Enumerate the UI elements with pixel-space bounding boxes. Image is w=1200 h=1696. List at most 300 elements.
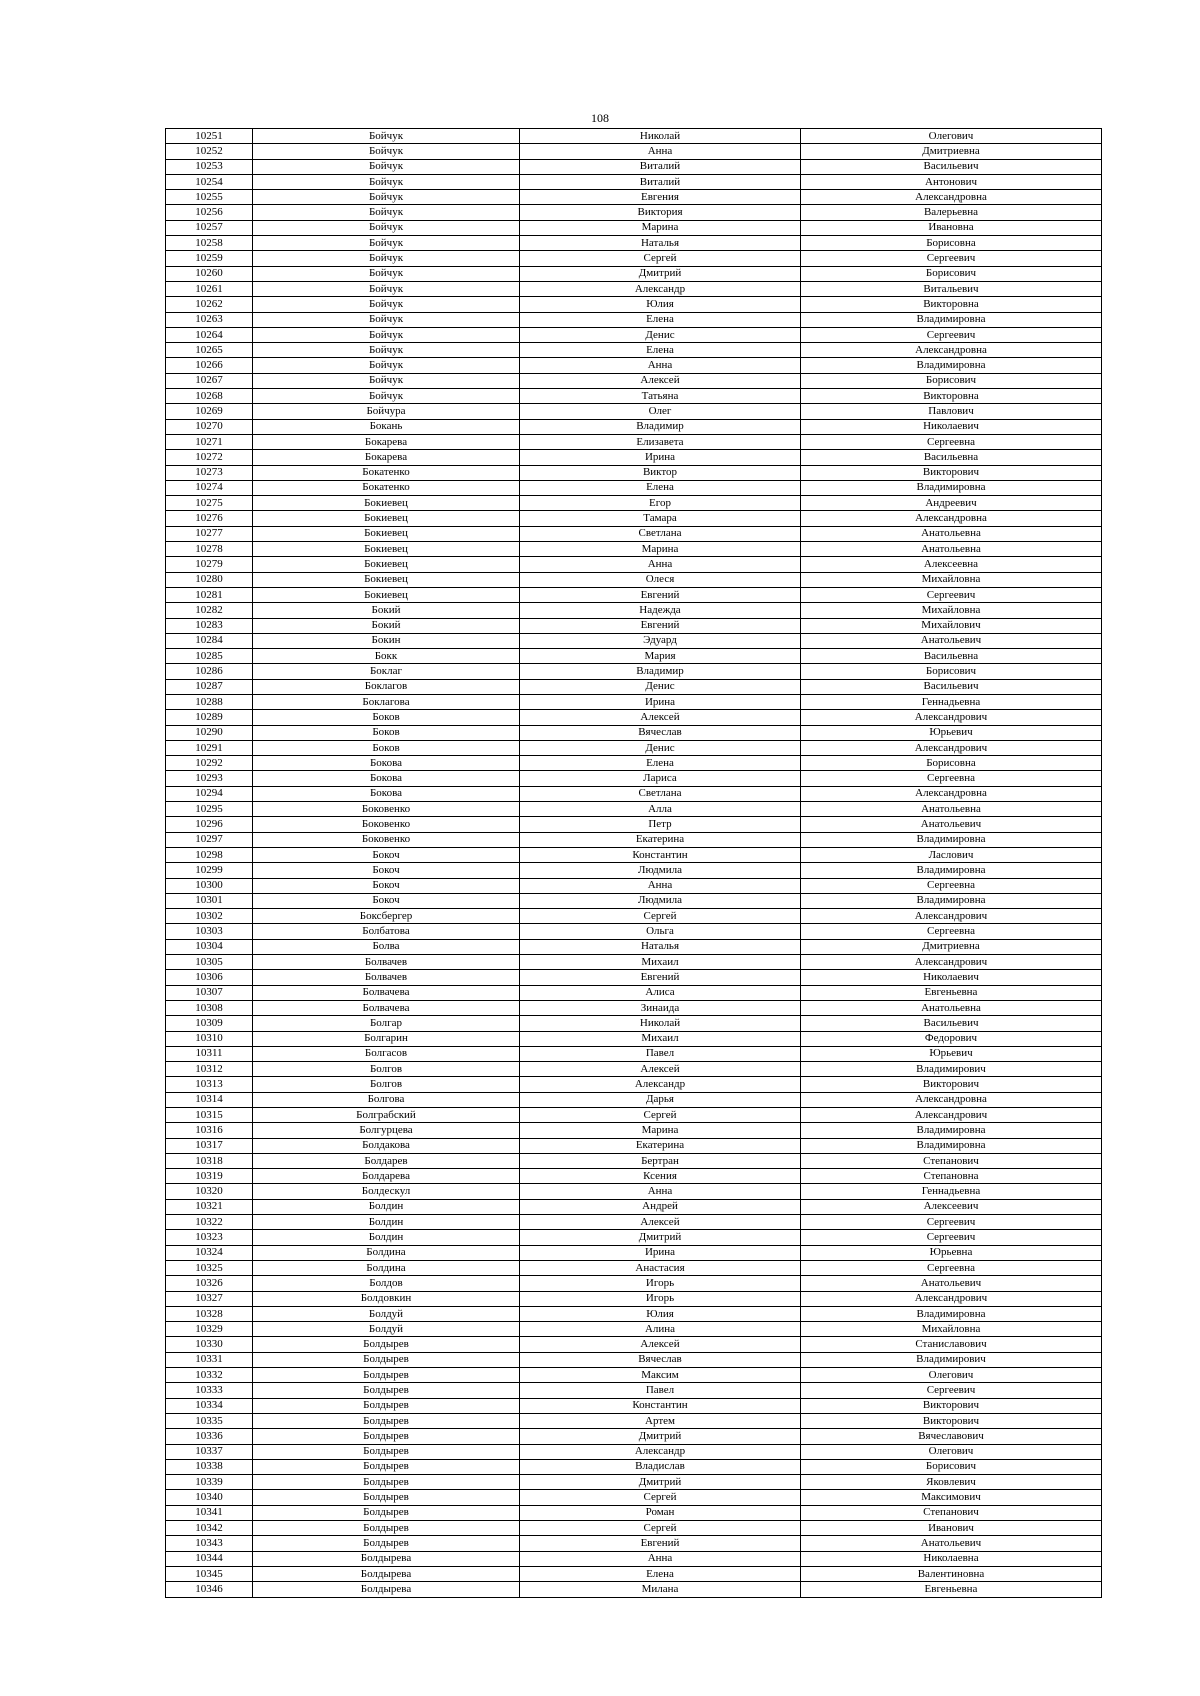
first-name-cell: Евгения xyxy=(520,190,801,205)
table-row xyxy=(166,1260,1102,1275)
table-row xyxy=(166,480,1102,495)
first-name-cell: Сергей xyxy=(520,1490,801,1505)
patronymic-cell: Сергеевна xyxy=(801,878,1102,893)
surname-cell: Болвачева xyxy=(253,1000,520,1015)
table-row xyxy=(166,220,1102,235)
patronymic-cell: Александровна xyxy=(801,190,1102,205)
surname-cell: Бокова xyxy=(253,756,520,771)
first-name-cell: Юлия xyxy=(520,297,801,312)
table-row xyxy=(166,281,1102,296)
first-name-cell: Елена xyxy=(520,1566,801,1581)
table-row xyxy=(166,725,1102,740)
row-number-cell: 10280 xyxy=(166,572,253,587)
first-name-cell: Елена xyxy=(520,480,801,495)
table-row xyxy=(166,327,1102,342)
row-number-cell: 10251 xyxy=(166,129,253,144)
row-number-cell: 10335 xyxy=(166,1413,253,1428)
surname-cell: Боков xyxy=(253,725,520,740)
table-row xyxy=(166,1337,1102,1352)
surname-cell: Болдарев xyxy=(253,1153,520,1168)
first-name-cell: Ирина xyxy=(520,694,801,709)
table-row xyxy=(166,1153,1102,1168)
patronymic-cell: Борисович xyxy=(801,664,1102,679)
surname-cell: Болдырев xyxy=(253,1521,520,1536)
table-row xyxy=(166,1108,1102,1123)
patronymic-cell: Сергеевич xyxy=(801,1383,1102,1398)
row-number-cell: 10300 xyxy=(166,878,253,893)
surname-cell: Боковенко xyxy=(253,832,520,847)
row-number-cell: 10310 xyxy=(166,1031,253,1046)
surname-cell: Болграбский xyxy=(253,1108,520,1123)
row-number-cell: 10305 xyxy=(166,955,253,970)
surname-cell: Бокиевец xyxy=(253,542,520,557)
first-name-cell: Марина xyxy=(520,220,801,235)
table-body xyxy=(166,129,1102,1598)
table-row xyxy=(166,587,1102,602)
patronymic-cell: Анатольевна xyxy=(801,526,1102,541)
table-row xyxy=(166,1383,1102,1398)
patronymic-cell: Викторович xyxy=(801,465,1102,480)
surname-cell: Бойчук xyxy=(253,297,520,312)
surname-cell: Болдырев xyxy=(253,1337,520,1352)
first-name-cell: Сергей xyxy=(520,1521,801,1536)
surname-cell: Бокарева xyxy=(253,434,520,449)
row-number-cell: 10302 xyxy=(166,909,253,924)
table-row xyxy=(166,1169,1102,1184)
first-name-cell: Сергей xyxy=(520,909,801,924)
table-row xyxy=(166,312,1102,327)
surname-cell: Бойчук xyxy=(253,327,520,342)
surname-cell: Бокарева xyxy=(253,450,520,465)
surname-cell: Бойчук xyxy=(253,312,520,327)
row-number-cell: 10324 xyxy=(166,1245,253,1260)
first-name-cell: Евгений xyxy=(520,618,801,633)
surname-cell: Бокиевец xyxy=(253,496,520,511)
patronymic-cell: Васильевич xyxy=(801,159,1102,174)
table-row xyxy=(166,1413,1102,1428)
table-row xyxy=(166,1215,1102,1230)
surname-cell: Бокова xyxy=(253,771,520,786)
first-name-cell: Александр xyxy=(520,281,801,296)
row-number-cell: 10257 xyxy=(166,220,253,235)
row-number-cell: 10343 xyxy=(166,1536,253,1551)
table-row xyxy=(166,909,1102,924)
table-row xyxy=(166,756,1102,771)
surname-cell: Болдырев xyxy=(253,1475,520,1490)
row-number-cell: 10328 xyxy=(166,1306,253,1321)
patronymic-cell: Павлович xyxy=(801,404,1102,419)
table-row xyxy=(166,1398,1102,1413)
first-name-cell: Анна xyxy=(520,1551,801,1566)
patronymic-cell: Витальевич xyxy=(801,281,1102,296)
patronymic-cell: Васильевна xyxy=(801,649,1102,664)
row-number-cell: 10308 xyxy=(166,1000,253,1015)
table-row xyxy=(166,618,1102,633)
surname-cell: Боков xyxy=(253,710,520,725)
surname-cell: Бойчук xyxy=(253,205,520,220)
row-number-cell: 10311 xyxy=(166,1046,253,1061)
table-row xyxy=(166,419,1102,434)
surname-cell: Болдин xyxy=(253,1199,520,1214)
surname-cell: Болдов xyxy=(253,1276,520,1291)
row-number-cell: 10312 xyxy=(166,1062,253,1077)
first-name-cell: Владимир xyxy=(520,664,801,679)
first-name-cell: Виталий xyxy=(520,159,801,174)
patronymic-cell: Владимировна xyxy=(801,480,1102,495)
table-row xyxy=(166,1475,1102,1490)
first-name-cell: Елена xyxy=(520,343,801,358)
surname-cell: Бокоч xyxy=(253,847,520,862)
first-name-cell: Евгений xyxy=(520,970,801,985)
first-name-cell: Дмитрий xyxy=(520,1475,801,1490)
table-row xyxy=(166,664,1102,679)
table-row xyxy=(166,572,1102,587)
first-name-cell: Ксения xyxy=(520,1169,801,1184)
first-name-cell: Людмила xyxy=(520,893,801,908)
row-number-cell: 10286 xyxy=(166,664,253,679)
first-name-cell: Виталий xyxy=(520,174,801,189)
table-row xyxy=(166,496,1102,511)
row-number-cell: 10318 xyxy=(166,1153,253,1168)
table-row xyxy=(166,1199,1102,1214)
surname-cell: Бокиевец xyxy=(253,557,520,572)
first-name-cell: Елизавета xyxy=(520,434,801,449)
patronymic-cell: Викторович xyxy=(801,1398,1102,1413)
row-number-cell: 10278 xyxy=(166,542,253,557)
patronymic-cell: Михайловна xyxy=(801,572,1102,587)
patronymic-cell: Александровна xyxy=(801,511,1102,526)
row-number-cell: 10307 xyxy=(166,985,253,1000)
patronymic-cell: Юрьевич xyxy=(801,725,1102,740)
patronymic-cell: Александрович xyxy=(801,1108,1102,1123)
first-name-cell: Людмила xyxy=(520,863,801,878)
patronymic-cell: Владимировна xyxy=(801,1138,1102,1153)
row-number-cell: 10303 xyxy=(166,924,253,939)
surname-cell: Боклагова xyxy=(253,694,520,709)
first-name-cell: Максим xyxy=(520,1368,801,1383)
first-name-cell: Анна xyxy=(520,358,801,373)
row-number-cell: 10345 xyxy=(166,1566,253,1581)
patronymic-cell: Сергеевич xyxy=(801,327,1102,342)
table-row xyxy=(166,786,1102,801)
first-name-cell: Мария xyxy=(520,649,801,664)
table-row xyxy=(166,1566,1102,1581)
surname-cell: Болдескул xyxy=(253,1184,520,1199)
patronymic-cell: Максимович xyxy=(801,1490,1102,1505)
row-number-cell: 10330 xyxy=(166,1337,253,1352)
patronymic-cell: Анатольевна xyxy=(801,1000,1102,1015)
first-name-cell: Владислав xyxy=(520,1459,801,1474)
table-row xyxy=(166,404,1102,419)
table-row xyxy=(166,129,1102,144)
row-number-cell: 10341 xyxy=(166,1505,253,1520)
surname-cell: Бокоч xyxy=(253,878,520,893)
first-name-cell: Константин xyxy=(520,847,801,862)
surname-cell: Бойчук xyxy=(253,129,520,144)
row-number-cell: 10306 xyxy=(166,970,253,985)
first-name-cell: Ирина xyxy=(520,1245,801,1260)
table-row xyxy=(166,1031,1102,1046)
row-number-cell: 10338 xyxy=(166,1459,253,1474)
table-row xyxy=(166,710,1102,725)
first-name-cell: Дмитрий xyxy=(520,1429,801,1444)
table-row xyxy=(166,802,1102,817)
row-number-cell: 10258 xyxy=(166,236,253,251)
surname-cell: Болдырев xyxy=(253,1459,520,1474)
table-row xyxy=(166,1429,1102,1444)
table-row xyxy=(166,266,1102,281)
patronymic-cell: Васильевич xyxy=(801,679,1102,694)
table-row xyxy=(166,1245,1102,1260)
table-row xyxy=(166,450,1102,465)
patronymic-cell: Федорович xyxy=(801,1031,1102,1046)
row-number-cell: 10252 xyxy=(166,144,253,159)
table-row xyxy=(166,985,1102,1000)
surname-cell: Болдырев xyxy=(253,1444,520,1459)
surname-cell: Болдырев xyxy=(253,1398,520,1413)
patronymic-cell: Валерьевна xyxy=(801,205,1102,220)
table-row xyxy=(166,1138,1102,1153)
patronymic-cell: Борисович xyxy=(801,373,1102,388)
row-number-cell: 10337 xyxy=(166,1444,253,1459)
first-name-cell: Алексей xyxy=(520,1215,801,1230)
table-row xyxy=(166,603,1102,618)
patronymic-cell: Геннадьевна xyxy=(801,1184,1102,1199)
surname-cell: Бойчук xyxy=(253,159,520,174)
first-name-cell: Алексей xyxy=(520,1062,801,1077)
row-number-cell: 10331 xyxy=(166,1352,253,1367)
row-number-cell: 10273 xyxy=(166,465,253,480)
row-number-cell: 10287 xyxy=(166,679,253,694)
patronymic-cell: Антонович xyxy=(801,174,1102,189)
table-row xyxy=(166,1352,1102,1367)
surname-cell: Болдырев xyxy=(253,1383,520,1398)
first-name-cell: Сергей xyxy=(520,1108,801,1123)
table-row xyxy=(166,465,1102,480)
patronymic-cell: Владимировна xyxy=(801,863,1102,878)
table-row xyxy=(166,159,1102,174)
table-row xyxy=(166,893,1102,908)
row-number-cell: 10256 xyxy=(166,205,253,220)
patronymic-cell: Владимировна xyxy=(801,832,1102,847)
first-name-cell: Ольга xyxy=(520,924,801,939)
first-name-cell: Зинаида xyxy=(520,1000,801,1015)
surname-cell: Болдуй xyxy=(253,1322,520,1337)
first-name-cell: Екатерина xyxy=(520,1138,801,1153)
surname-cell: Болва xyxy=(253,939,520,954)
surname-cell: Болдырев xyxy=(253,1368,520,1383)
row-number-cell: 10326 xyxy=(166,1276,253,1291)
row-number-cell: 10340 xyxy=(166,1490,253,1505)
row-number-cell: 10304 xyxy=(166,939,253,954)
table-row xyxy=(166,924,1102,939)
first-name-cell: Дмитрий xyxy=(520,266,801,281)
table-row xyxy=(166,878,1102,893)
surname-cell: Бокиевец xyxy=(253,511,520,526)
surname-cell: Бокиевец xyxy=(253,572,520,587)
table-row xyxy=(166,526,1102,541)
table-row xyxy=(166,1046,1102,1061)
first-name-cell: Павел xyxy=(520,1383,801,1398)
patronymic-cell: Сергеевич xyxy=(801,251,1102,266)
first-name-cell: Эдуард xyxy=(520,633,801,648)
first-name-cell: Владимир xyxy=(520,419,801,434)
first-name-cell: Лариса xyxy=(520,771,801,786)
surname-cell: Боков xyxy=(253,740,520,755)
surname-cell: Боклаг xyxy=(253,664,520,679)
surname-cell: Бокань xyxy=(253,419,520,434)
patronymic-cell: Сергеевич xyxy=(801,1230,1102,1245)
patronymic-cell: Владимировна xyxy=(801,1123,1102,1138)
patronymic-cell: Николаевич xyxy=(801,970,1102,985)
surname-cell: Бойчук xyxy=(253,251,520,266)
first-name-cell: Надежда xyxy=(520,603,801,618)
first-name-cell: Виктория xyxy=(520,205,801,220)
patronymic-cell: Сергеевич xyxy=(801,587,1102,602)
patronymic-cell: Анатольевич xyxy=(801,1536,1102,1551)
first-name-cell: Виктор xyxy=(520,465,801,480)
table-row xyxy=(166,358,1102,373)
surname-cell: Бокиевец xyxy=(253,587,520,602)
patronymic-cell: Александрович xyxy=(801,955,1102,970)
surname-cell: Болдырева xyxy=(253,1551,520,1566)
first-name-cell: Петр xyxy=(520,817,801,832)
surname-cell: Боклагов xyxy=(253,679,520,694)
patronymic-cell: Николаевич xyxy=(801,419,1102,434)
row-number-cell: 10289 xyxy=(166,710,253,725)
surname-cell: Бокий xyxy=(253,603,520,618)
row-number-cell: 10315 xyxy=(166,1108,253,1123)
row-number-cell: 10292 xyxy=(166,756,253,771)
row-number-cell: 10283 xyxy=(166,618,253,633)
row-number-cell: 10277 xyxy=(166,526,253,541)
row-number-cell: 10284 xyxy=(166,633,253,648)
table-row xyxy=(166,1368,1102,1383)
first-name-cell: Николай xyxy=(520,1016,801,1031)
patronymic-cell: Васильевна xyxy=(801,450,1102,465)
table-row xyxy=(166,542,1102,557)
first-name-cell: Анна xyxy=(520,557,801,572)
first-name-cell: Роман xyxy=(520,1505,801,1520)
row-number-cell: 10342 xyxy=(166,1521,253,1536)
patronymic-cell: Алексеевич xyxy=(801,1199,1102,1214)
surname-cell: Болдырева xyxy=(253,1582,520,1597)
row-number-cell: 10296 xyxy=(166,817,253,832)
first-name-cell: Николай xyxy=(520,129,801,144)
surname-cell: Бойчук xyxy=(253,236,520,251)
patronymic-cell: Степановна xyxy=(801,1169,1102,1184)
row-number-cell: 10317 xyxy=(166,1138,253,1153)
patronymic-cell: Александровна xyxy=(801,343,1102,358)
table-row xyxy=(166,1505,1102,1520)
first-name-cell: Алексей xyxy=(520,1337,801,1352)
row-number-cell: 10262 xyxy=(166,297,253,312)
row-number-cell: 10270 xyxy=(166,419,253,434)
surname-cell: Болдовкин xyxy=(253,1291,520,1306)
row-number-cell: 10266 xyxy=(166,358,253,373)
patronymic-cell: Викторович xyxy=(801,1413,1102,1428)
table-row xyxy=(166,771,1102,786)
table-row xyxy=(166,205,1102,220)
surname-cell: Болдина xyxy=(253,1245,520,1260)
patronymic-cell: Ивановна xyxy=(801,220,1102,235)
patronymic-cell: Олегович xyxy=(801,129,1102,144)
patronymic-cell: Викторович xyxy=(801,1077,1102,1092)
row-number-cell: 10320 xyxy=(166,1184,253,1199)
row-number-cell: 10267 xyxy=(166,373,253,388)
table-row xyxy=(166,1459,1102,1474)
first-name-cell: Светлана xyxy=(520,526,801,541)
table-row xyxy=(166,939,1102,954)
table-row xyxy=(166,373,1102,388)
surname-cell: Болвачев xyxy=(253,970,520,985)
first-name-cell: Дмитрий xyxy=(520,1230,801,1245)
patronymic-cell: Александровна xyxy=(801,1092,1102,1107)
table-row xyxy=(166,1123,1102,1138)
surname-cell: Болгов xyxy=(253,1062,520,1077)
patronymic-cell: Дмитриевна xyxy=(801,144,1102,159)
surname-cell: Болдырев xyxy=(253,1505,520,1520)
row-number-cell: 10333 xyxy=(166,1383,253,1398)
table-row xyxy=(166,1000,1102,1015)
row-number-cell: 10313 xyxy=(166,1077,253,1092)
table-row xyxy=(166,251,1102,266)
row-number-cell: 10316 xyxy=(166,1123,253,1138)
first-name-cell: Бертран xyxy=(520,1153,801,1168)
table-row xyxy=(166,970,1102,985)
patronymic-cell: Анатольевич xyxy=(801,1276,1102,1291)
row-number-cell: 10264 xyxy=(166,327,253,342)
row-number-cell: 10346 xyxy=(166,1582,253,1597)
first-name-cell: Евгений xyxy=(520,587,801,602)
patronymic-cell: Дмитриевна xyxy=(801,939,1102,954)
patronymic-cell: Викторовна xyxy=(801,297,1102,312)
row-number-cell: 10261 xyxy=(166,281,253,296)
table-row xyxy=(166,817,1102,832)
row-number-cell: 10272 xyxy=(166,450,253,465)
row-number-cell: 10291 xyxy=(166,740,253,755)
row-number-cell: 10274 xyxy=(166,480,253,495)
patronymic-cell: Сергеевна xyxy=(801,434,1102,449)
patronymic-cell: Евгеньевна xyxy=(801,1582,1102,1597)
first-name-cell: Вячеслав xyxy=(520,1352,801,1367)
first-name-cell: Алина xyxy=(520,1322,801,1337)
patronymic-cell: Борисович xyxy=(801,1459,1102,1474)
surname-cell: Болгасов xyxy=(253,1046,520,1061)
first-name-cell: Анна xyxy=(520,878,801,893)
row-number-cell: 10329 xyxy=(166,1322,253,1337)
row-number-cell: 10269 xyxy=(166,404,253,419)
first-name-cell: Наталья xyxy=(520,939,801,954)
surname-cell: Боксбергер xyxy=(253,909,520,924)
table-row xyxy=(166,1077,1102,1092)
row-number-cell: 10271 xyxy=(166,434,253,449)
surname-cell: Бокиевец xyxy=(253,526,520,541)
patronymic-cell: Иванович xyxy=(801,1521,1102,1536)
table-row xyxy=(166,740,1102,755)
row-number-cell: 10255 xyxy=(166,190,253,205)
first-name-cell: Алла xyxy=(520,802,801,817)
table-row xyxy=(166,389,1102,404)
patronymic-cell: Геннадьевна xyxy=(801,694,1102,709)
patronymic-cell: Александровна xyxy=(801,786,1102,801)
row-number-cell: 10294 xyxy=(166,786,253,801)
patronymic-cell: Борисович xyxy=(801,266,1102,281)
surname-cell: Бойчук xyxy=(253,373,520,388)
row-number-cell: 10268 xyxy=(166,389,253,404)
row-number-cell: 10323 xyxy=(166,1230,253,1245)
table-row xyxy=(166,832,1102,847)
